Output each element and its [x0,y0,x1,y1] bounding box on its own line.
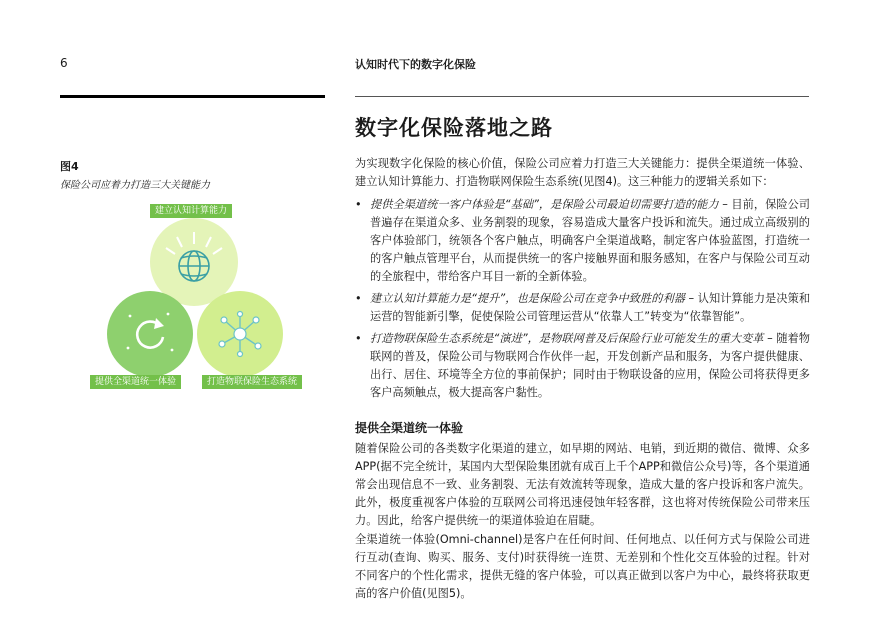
page-number: 6 [60,56,68,70]
tag-iot: 打造物联保险生态系统 [202,375,302,389]
section-heading: 提供全渠道统一体验 [355,421,464,435]
list-item [355,196,810,286]
bullet-lead: 提供全渠道统一客户体验是“基础”，是保险公司最迫切需要打造的能力 [370,198,719,211]
globe-icon [159,228,229,298]
section-paragraph-1: 随着保险公司的各类数字化渠道的建立，如早期的网站、电销，到近期的微信、微博、众多APP(据不完全统计，某国内大型保险集团就有成百上千个APP和微信公众号)等，各个渠道通常会出现信息不一致、业务割裂、无法有效流转等现象，造成大量的客户投诉和客户流失。此外，极度重视客户体验的互联网公司将迅速侵蚀年轻客群，这也将对传统保险公司带来压力。因此，给客户提供统一的渠道体验迫在眉睫。 [355,442,810,527]
bullet-lead: 建立认知计算能力是“提升”，也是保险公司在竞争中致胜的利器 [370,292,685,305]
network-icon [210,304,270,364]
list-item [355,290,810,326]
bullet-text: – 随着物联网的普及，保险公司与物联网合作伙伴一起，开发创新产品和服务，为客户提供健康、出行、居住、环境等全方位的事前保护；同时由于物联设备的应用，保险公司将获得更多客户高频触点，极大提高客户黏性。 [370,332,810,399]
bullet-text: – 认知计算能力是决策和运营的智能新引擎，促使保险公司管理运营从“依靠人工”转变为“依靠智能”。 [370,292,811,323]
bullet-icon: • [355,332,362,345]
section-paragraph-2: 全渠道统一体验(Omni-channel)是客户在任何时间、任何地点、以任何方式与保险公司进行互动(查询、购买、服务、支付)时获得统一连贯、无差别和个性化交互体验的过程。针对不同客户的个性化需求，提供无缝的客户体验，可以真正做到以客户为中心，最终将获取更高的客户价值(见图5)。 [355,533,810,600]
figure-caption: 保险公司应着力打造三大关键能力 [60,180,210,191]
figure-label: 图4 [60,160,79,173]
page-title: 数字化保险落地之路 [355,116,553,140]
bullet-text: – 目前，保险公司普遍存在渠道众多、业务割裂的现象，容易造成大量客户投诉和流失。通过成立高级别的客户体验部门，统领各个客户触点，明确客户全渠道战略，制定客户体验蓝图，打造统一的客户触点管理平台，从而提供统一的客户接触界面和服务感知，在客户与保险公司互动的全旅程中，带给客户耳目一新的全新体验。 [370,198,810,283]
tag-omnichannel: 提供全渠道统一体验 [90,375,181,389]
intro-paragraph: 为实现数字化保险的核心价值，保险公司应着力打造三大关键能力：提供全渠道统一体验、建立认知计算能力、打造物联网保险生态系统(见图4)。这三种能力的逻辑关系如下： [355,157,810,188]
refresh-icon [120,304,180,364]
right-rule [355,96,809,97]
capability-figure [60,196,325,396]
bullet-lead: 打造物联保险生态系统是“演进”，是物联网普及后保险行业可能发生的重大变革 [370,332,764,345]
list-item [355,330,810,402]
left-rule [60,95,325,98]
bullet-icon: • [355,292,362,305]
bullet-icon: • [355,198,362,211]
running-title: 认知时代下的数字化保险 [355,58,476,71]
capability-list [355,196,810,406]
tag-cognitive: 建立认知计算能力 [150,204,232,218]
